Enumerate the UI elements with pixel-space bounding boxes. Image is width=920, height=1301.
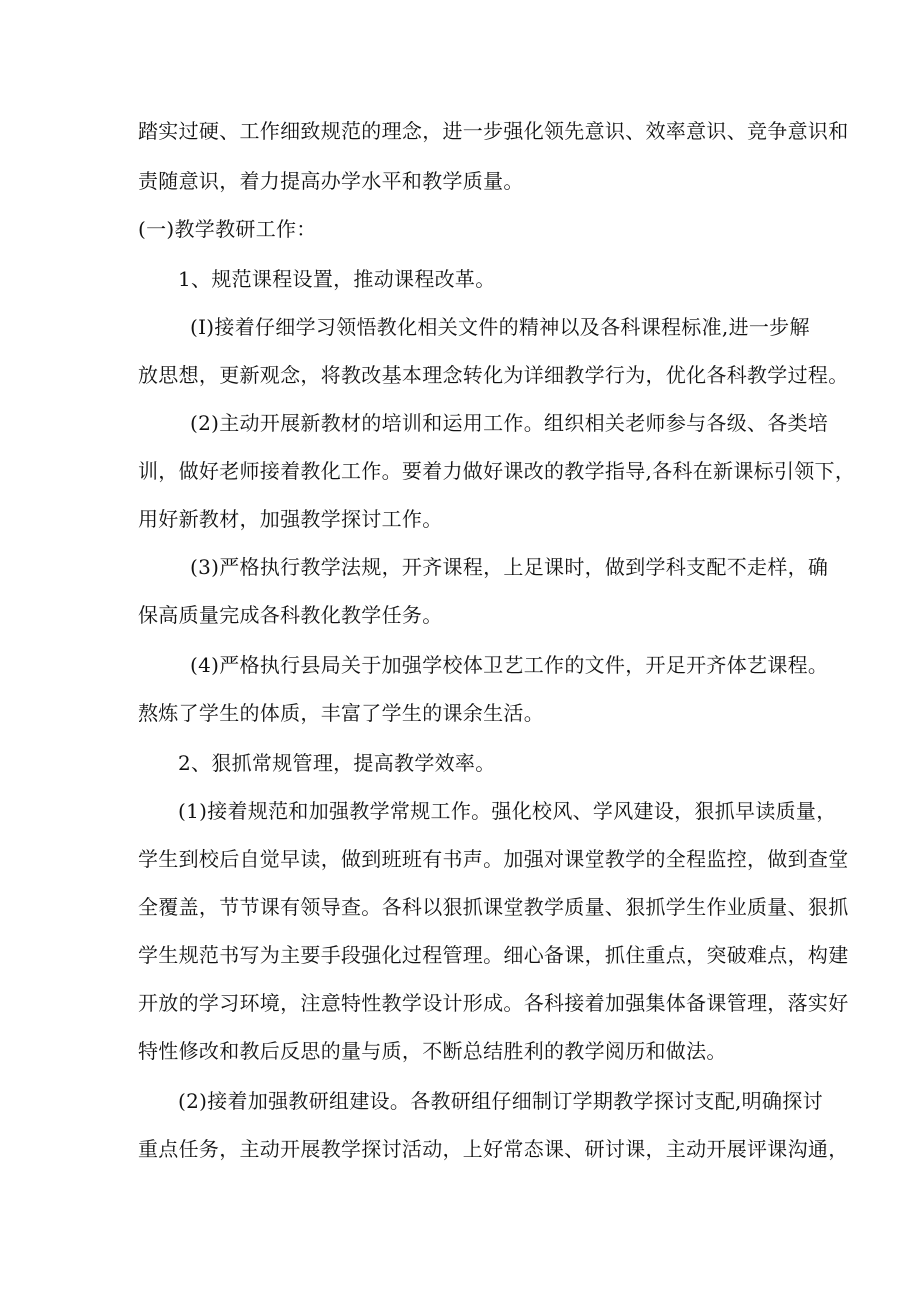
paragraph-line: (I)接着仔细学习领悟教化相关文件的精神以及各科课程标准,进一步解 [190,315,810,339]
paragraph-line: 熬炼了学生的体质，丰富了学生的课余生活。 [138,701,544,725]
paragraph-line: (4)严格执行县局关于加强学校体卫艺工作的文件，开足开齐体艺课程。 [190,653,829,677]
paragraph-line: 踏实过硬、工作细致规范的理念，进一步强化领先意识、效率意识、竞争意识和 [138,119,849,143]
paragraph-line: (3)严格执行教学法规，开齐课程，上足课时，做到学科支配不走样，确 [190,555,829,579]
paragraph-line: 放思想，更新观念，将教改基本理念转化为详细教学行为，优化各科教学过程。 [138,363,849,387]
paragraph-line: 训，做好老师接着教化工作。要着力做好课改的教学指导,各科在新课标引领下， [138,459,856,483]
paragraph-line: 学生到校后自觉早读，做到班班有书声。加强对课堂教学的全程监控，做到查堂 [138,847,849,871]
paragraph-line: 重点任务，主动开展教学探讨活动，上好常态课、研讨课，主动开展评课沟通， [138,1137,849,1161]
paragraph-line: 保高质量完成各科教化教学任务。 [138,603,443,627]
paragraph-line: (1)接着规范和加强教学常规工作。强化校风、学风建设，狠抓早读质量， [178,799,837,823]
subsection-heading: 1、规范课程设置，推动课程改革。 [178,267,496,291]
paragraph-line: 用好新教材，加强教学探讨工作。 [138,507,443,531]
subsection-heading: 2、狠抓常规管理，提高教学效率。 [178,751,496,775]
section-heading: (一)教学教研工作： [138,217,317,241]
paragraph-line: 责随意识，着力提高办学水平和教学质量。 [138,169,524,193]
paragraph-line: 学生规范书写为主要手段强化过程管理。细心备课，抓住重点，突破难点，构建 [138,943,849,967]
paragraph-line: (2)主动开展新教材的培训和运用工作。组织相关老师参与各级、各类培 [190,411,829,435]
paragraph-line: (2)接着加强教研组建设。各教研组仔细制订学期教学探讨支配,明确探讨 [178,1089,823,1113]
paragraph-line: 特性修改和教后反思的量与质，不断总结胜利的教学阅历和做法。 [138,1039,727,1063]
paragraph-line: 全覆盖，节节课有领导查。各科以狠抓课堂教学质量、狠抓学生作业质量、狠抓 [138,895,849,919]
paragraph-line: 开放的学习环境，注意特性教学设计形成。各科接着加强集体备课管理，落实好 [138,991,849,1015]
